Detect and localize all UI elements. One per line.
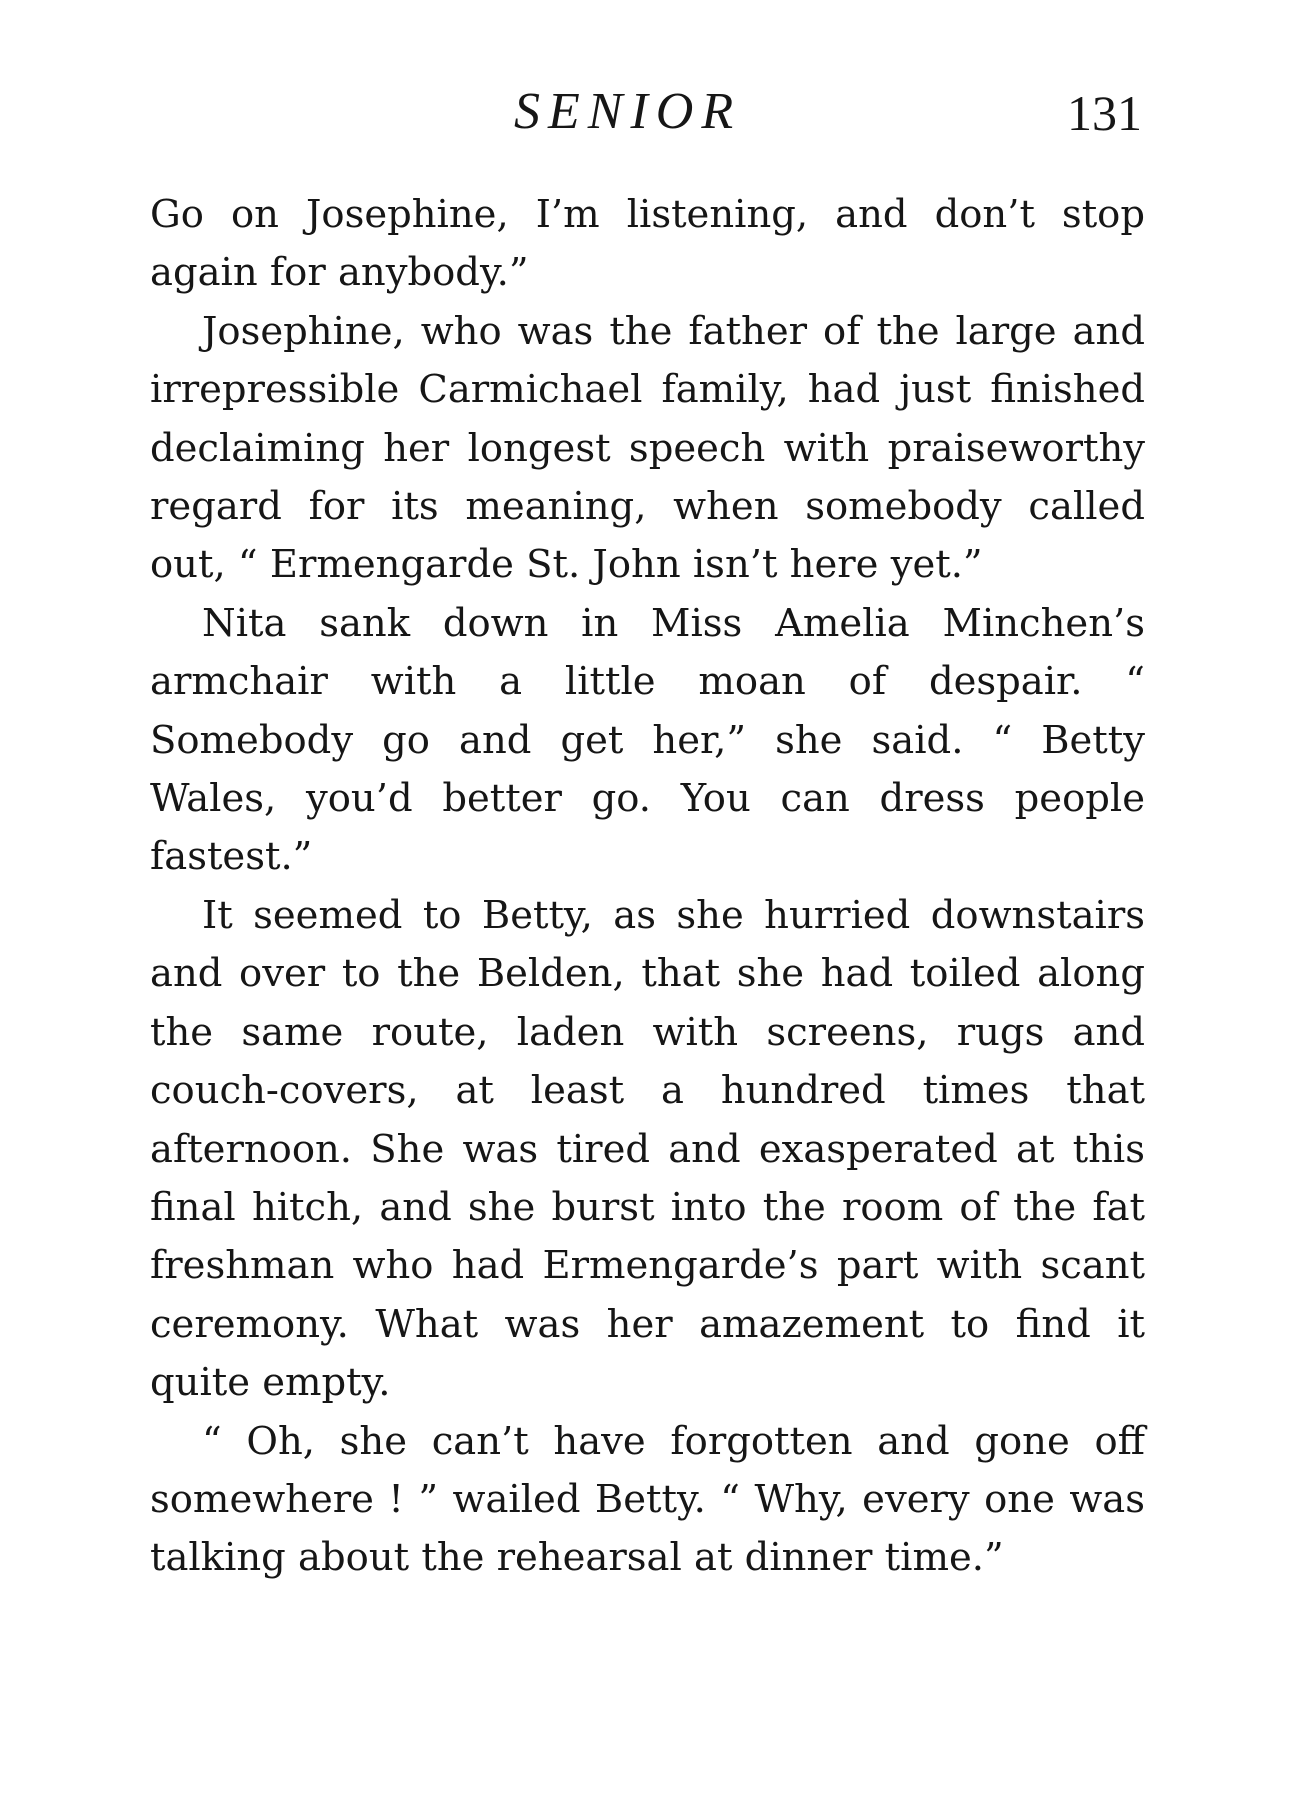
page-number: 131 bbox=[1067, 85, 1142, 141]
paragraph: “ Oh, she can’t have forgotten and gone off somewhere ! ” wailed Betty. “ Why, every one was talking about the rehearsal at dinner time.” bbox=[150, 1418, 1145, 1581]
paragraph: Go on Josephine, I’m listening, and don’t stop again for anybody.” bbox=[150, 192, 1145, 296]
paragraph: Nita sank down in Miss Amelia Minchen’s armchair with a little moan of despair. “ Somebody go and get her,” she said. “ Betty Wales, you’d better go. You can dress people fastest.” bbox=[150, 600, 1145, 880]
paragraph: Josephine, who was the father of the large and irrepressible Carmichael family, had just finished declaiming her longest speech with praiseworthy regard for its meaning, when somebody called out, “ Ermengarde St. John isn’t here yet.” bbox=[150, 308, 1145, 588]
page-header bbox=[150, 82, 1150, 152]
body-text bbox=[150, 186, 1145, 1588]
running-head: SENIOR bbox=[514, 83, 742, 140]
paragraph: It seemed to Betty, as she hurried downstairs and over to the Belden, that she had toiled along the same route, laden with screens, rugs and couch-covers, at least a hundred times that afternoon. She was tired and exasperated at this final hitch, and she burst into the room of the fat freshman who had Ermengarde’s part with scant ceremony. What was her amazement to find it quite empty. bbox=[150, 892, 1145, 1406]
